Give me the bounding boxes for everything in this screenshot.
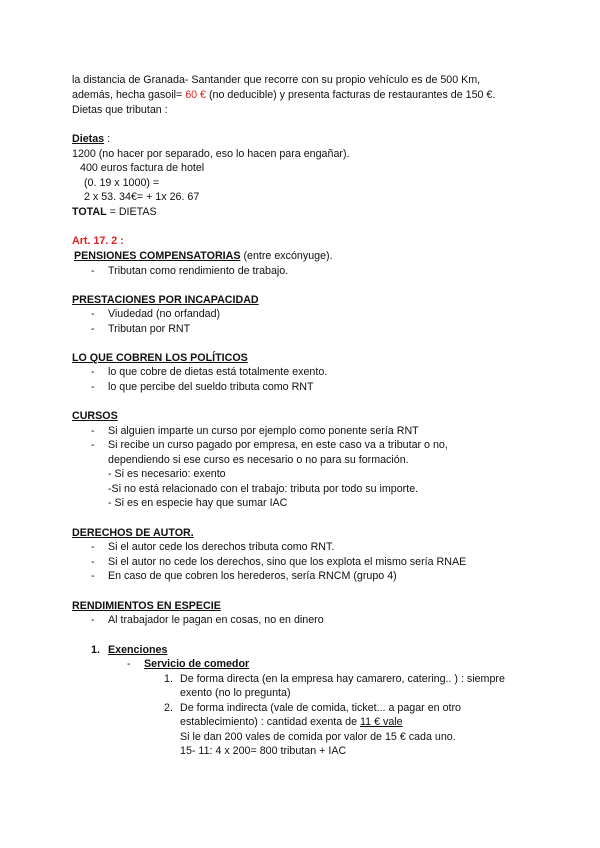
bullet-dash: - bbox=[91, 570, 95, 582]
cursos-item-1: Si alguien imparte un curso por ejemplo como ponente sería RNT bbox=[108, 425, 419, 437]
intro-line-1: la distancia de Granada- Santander que recorre con su propio vehículo es de 500 Km, bbox=[72, 74, 481, 86]
politicos-heading: LO QUE COBREN LOS POLÍTICOS bbox=[72, 352, 248, 364]
autor-item-1: Si el autor cede los derechos tributa como RNT. bbox=[108, 541, 335, 553]
dietas-line-2: 400 euros factura de hotel bbox=[80, 162, 205, 174]
intro-line-3: Dietas que tributan : bbox=[72, 104, 168, 116]
comedor-n2-number: 2. bbox=[164, 702, 173, 714]
especie-heading: RENDIMIENTOS EN ESPECIE bbox=[72, 600, 221, 612]
cursos-heading: CURSOS bbox=[72, 410, 118, 422]
comedor-heading: Servicio de comedor bbox=[144, 658, 250, 670]
intro-line-2 bbox=[72, 88, 495, 103]
bullet-dash: - bbox=[91, 614, 95, 626]
prestaciones-item-2: Tributan por RNT bbox=[108, 323, 191, 335]
bullet-dash: - bbox=[91, 439, 95, 451]
sub-bullet-dash: - bbox=[127, 658, 131, 670]
comedor-n2-line-4: 15- 11: 4 x 200= 800 tributan + IAC bbox=[180, 745, 347, 757]
exenciones-heading: Exenciones bbox=[108, 644, 168, 656]
autor-item-3: En caso de que cobren los herederos, sería RNCM (grupo 4) bbox=[108, 570, 397, 582]
intro-line-2-b: (no deducible) y presenta facturas de restaurantes de 150 €. bbox=[206, 89, 496, 101]
comedor-n2-line-1: De forma indirecta (vale de comida, ticket... a pagar en otro bbox=[180, 702, 461, 714]
cursos-item-2-line-1: Si recibe un curso pagado por empresa, en este caso va a tributar o no, bbox=[108, 439, 448, 451]
gasoil-amount: 60 € bbox=[185, 89, 206, 101]
total-rest: = DIETAS bbox=[106, 206, 157, 218]
bullet-dash: - bbox=[91, 425, 95, 437]
bullet-dash: - bbox=[91, 308, 95, 320]
exempt-amount: 11 € vale bbox=[360, 716, 403, 728]
bullet-dash: - bbox=[91, 541, 95, 553]
pensiones-heading: PENSIONES COMPENSATORIAS bbox=[74, 250, 241, 262]
pensiones-item-1: Tributan como rendimiento de trabajo. bbox=[108, 265, 289, 277]
cursos-item-2-line-3: - Si es necesario: exento bbox=[108, 468, 226, 480]
dietas-line-1: 1200 (no hacer por separado, eso lo hacen para engañar). bbox=[72, 148, 350, 160]
politicos-item-2: lo que percibe del sueldo tributa como RNT bbox=[108, 381, 314, 393]
bullet-dash: - bbox=[91, 366, 95, 378]
prestaciones-item-1: Viudedad (no orfandad) bbox=[108, 308, 221, 320]
comedor-n1-line-2: exento (no lo pregunta) bbox=[180, 687, 291, 699]
pensiones-heading-line bbox=[74, 249, 333, 264]
autor-item-2: Si el autor no cede los derechos, sino que los explota el mismo sería RNAE bbox=[108, 556, 467, 568]
pensiones-heading-suffix: (entre excónyuge). bbox=[240, 250, 333, 262]
dietas-line-4: 2 x 53. 34€= + 1x 26. 67 bbox=[84, 191, 200, 203]
autor-heading: DERECHOS DE AUTOR. bbox=[72, 527, 194, 539]
prestaciones-heading: PRESTACIONES POR INCAPACIDAD bbox=[72, 294, 259, 306]
bullet-dash: - bbox=[91, 381, 95, 393]
comedor-n1-line-1: De forma directa (en la empresa hay camarero, catering.. ) : siempre bbox=[180, 673, 505, 685]
comedor-n2-line-2 bbox=[180, 715, 403, 730]
dietas-heading: Dietas bbox=[72, 133, 105, 145]
politicos-item-1: lo que cobre de dietas está totalmente exento. bbox=[108, 366, 328, 378]
comedor-n2-line-2-a: establecimiento) : cantidad exenta de bbox=[180, 716, 361, 728]
dietas-heading-line bbox=[72, 132, 110, 147]
bullet-dash: - bbox=[91, 556, 95, 568]
especie-item-1: Al trabajador le pagan en cosas, no en dinero bbox=[108, 614, 324, 626]
comedor-n2-line-3: Si le dan 200 vales de comida por valor de 15 € cada uno. bbox=[180, 731, 456, 743]
cursos-item-2-line-2: dependiendo si ese curso es necesario o no para su formación. bbox=[108, 454, 409, 466]
cursos-item-2-line-5: - Si es en especie hay que sumar IAC bbox=[108, 497, 288, 509]
bullet-dash: - bbox=[91, 323, 95, 335]
intro-line-2-a: además, hecha gasoil= bbox=[72, 89, 186, 101]
article-label: Art. 17. 2 : bbox=[72, 235, 124, 247]
dietas-line-3: (0. 19 x 1000) = bbox=[84, 177, 160, 189]
comedor-n1-number: 1. bbox=[164, 673, 173, 685]
total-label: TOTAL bbox=[72, 206, 107, 218]
dietas-heading-suffix: : bbox=[104, 133, 111, 145]
exenciones-number: 1. bbox=[91, 644, 100, 656]
dietas-total bbox=[72, 205, 157, 220]
cursos-item-2-line-4: -Si no está relacionado con el trabajo: tributa por todo su importe. bbox=[108, 483, 419, 495]
bullet-dash: - bbox=[91, 265, 95, 277]
